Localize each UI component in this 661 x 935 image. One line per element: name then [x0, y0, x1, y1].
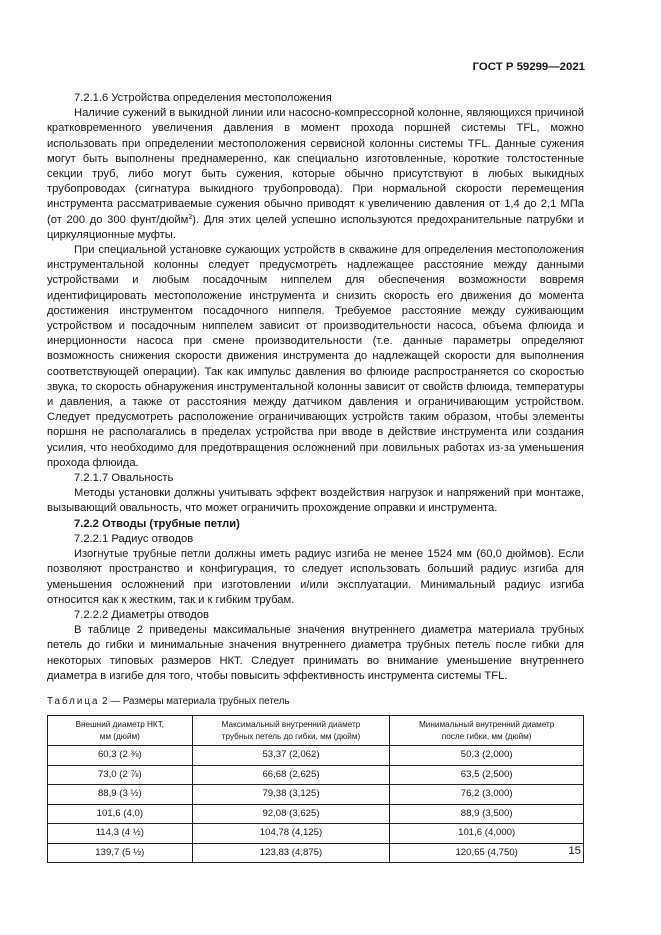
superscript: 2 — [188, 213, 193, 221]
document-body — [47, 91, 584, 863]
table-cell: 63,5 (2,500) — [390, 765, 584, 785]
table-row — [48, 804, 584, 824]
table-header-row — [48, 716, 584, 746]
table-cell: 60,3 (2 ⅜) — [48, 746, 193, 766]
section-heading-7-2-2-2: 7.2.2.2 Диаметры отводов — [74, 608, 209, 621]
table-row — [48, 843, 584, 863]
paragraph-special-installation: При специальной установке сужающих устройств в скважине для определения местоположения инструментальной колонны следует предусмотреть надлежащее расстояние между данными устройствами и любым посадочным ниппелем для обеспечения возможности вовремя идентифицировать местоположение инструмента и снизить скорость его движения до момента достижения инструментом посадочного ниппеля. Требуемое расстояние между суживающим устройством и посадочным ниппелем зависит от производительности насоса, объема флюида и инерционности насоса при смене производительности (т.е. данные параметры определяют возможность снижения скорости движения инструмента до надлежащей скорости для выполнения соответствующей операции). Так как импульс давления во флюиде распространяется со скоростью звука, то скорость обнаружения инструментальной колонны зависит от свойств флюида, температуры и давления, а также от расстояния между датчиком давления и ограничивающим устройством. Следует предусмотреть расположение ограничивающих устройств таким образом, чтобы элементы поршня не располагались в пределах устройства при вводе в действие инструмента или создания усилия, что необходимо для предотвращения осложнений при ловильных работах из-за уменьшения прохода флюида. — [47, 244, 584, 469]
table-cell: 92,08 (3,625) — [192, 804, 390, 824]
dimensions-table — [47, 715, 584, 863]
table-cell: 66,68 (2,625) — [192, 765, 390, 785]
paragraph-tail: ). Для этих целей успешно используются предохранительные патрубки и циркуляционные муфты. — [47, 213, 584, 241]
column-header-label: Внешний диаметр НКТ, мм (дюйм) — [75, 719, 165, 741]
table-cell: 88,9 (3 ½) — [48, 785, 193, 805]
section-heading-7-2-2: 7.2.2 Отводы (трубные петли) — [74, 517, 240, 530]
table-cell: 101,6 (4,000) — [390, 824, 584, 844]
page-number: 15 — [568, 845, 581, 857]
paragraph-bend-radius: Изогнутые трубные петли должны иметь радиус изгиба не менее 1524 мм (60,0 дюймов). Если позволяют пространство и конфигурация, то следует использовать больший радиус изгиба для уменьшения осложнений при изготовлении и/или эксплуатации. Минимальный радиус изгиба относится как к жестким, так и к гибким трубам. — [47, 548, 584, 606]
table-row — [48, 765, 584, 785]
table-row — [48, 824, 584, 844]
paragraph-restrictions — [47, 106, 584, 243]
table-cell: 53,37 (2,062) — [192, 746, 390, 766]
section-heading-7-2-2-1: 7.2.2.1 Радиус отводов — [74, 532, 194, 545]
section-heading-7-2-1-6: 7.2.1.6 Устройства определения местоположения — [74, 92, 332, 104]
table-cell: 88,9 (3,500) — [390, 804, 584, 824]
table-cell: 123,83 (4,875) — [192, 843, 390, 863]
section-heading-7-2-1-7: 7.2.1.7 Овальность — [74, 472, 174, 485]
column-header-max-inner-diameter — [192, 716, 390, 746]
table-cell: 50,3 (2,000) — [390, 746, 584, 766]
table-cell: 79,38 (3,125) — [192, 785, 390, 805]
table-row — [48, 785, 584, 805]
column-header-outer-diameter — [48, 716, 193, 746]
column-header-label: Минимальный внутренний диаметр после гибки, мм (дюйм) — [418, 719, 555, 741]
table-caption-title: 2 — Размеры материала трубных петель — [99, 695, 290, 707]
table-caption-label: Таблица — [47, 695, 100, 707]
table-cell: 139,7 (5 ½) — [48, 843, 193, 863]
document-header: ГОСТ Р 59299—2021 — [472, 61, 585, 73]
column-header-min-inner-diameter — [390, 716, 584, 746]
table-cell: 104,78 (4,125) — [192, 824, 390, 844]
table-cell: 120,65 (4,750) — [390, 843, 584, 863]
table-row — [48, 746, 584, 766]
table-cell: 76,2 (3,000) — [390, 785, 584, 805]
table-caption — [47, 694, 584, 709]
table-cell: 101,6 (4,0) — [48, 804, 193, 824]
table-cell: 114,3 (4 ½) — [48, 824, 193, 844]
table-cell: 73,0 (2 ⅞) — [48, 765, 193, 785]
paragraph-ovality: Методы установки должны учитывать эффект воздействия нагрузок и напряжений при монтаже, вызывающий овальность, что может ограничить прохождение оправки и инструмента. — [47, 487, 584, 515]
paragraph-text: Наличие сужений в выкидной линии или насосно-компрессорной колонне, являющихся причиной кратковременного увеличения давления в момент прохода поршней системы TFL, можно использовать при определении местоположения сервисной колонны системы TFL. Данные сужения могут быть выполнены преднамеренно, как специально изготовленные, короткие толстостенные секции труб, либо могут быть сужения, которые обычно присутствуют в любых выкидных трубопроводах (сигнатура выкидного трубопровода). При нормальной скорости перемещения инструмента рассматриваемые сужения обычно приводят к увеличению давления от 1,4 до 2,1 МПа (от 200 до 300 фунт/дюйм — [47, 107, 584, 226]
column-header-label: Максимальный внутренний диаметр трубных петель до гибки, мм (дюйм) — [221, 719, 361, 741]
paragraph-bend-diameters: В таблице 2 приведены максимальные значения внутреннего диаметра материала трубных петель до гибки и минимальные значения внутреннего диаметра трубных петель после гибки для некоторых типовых размеров НКТ. Следует принимать во внимание уменьшение внутреннего диаметра в изгибе для того, чтобы повысить эффективность инструмента системы TFL. — [47, 624, 584, 682]
